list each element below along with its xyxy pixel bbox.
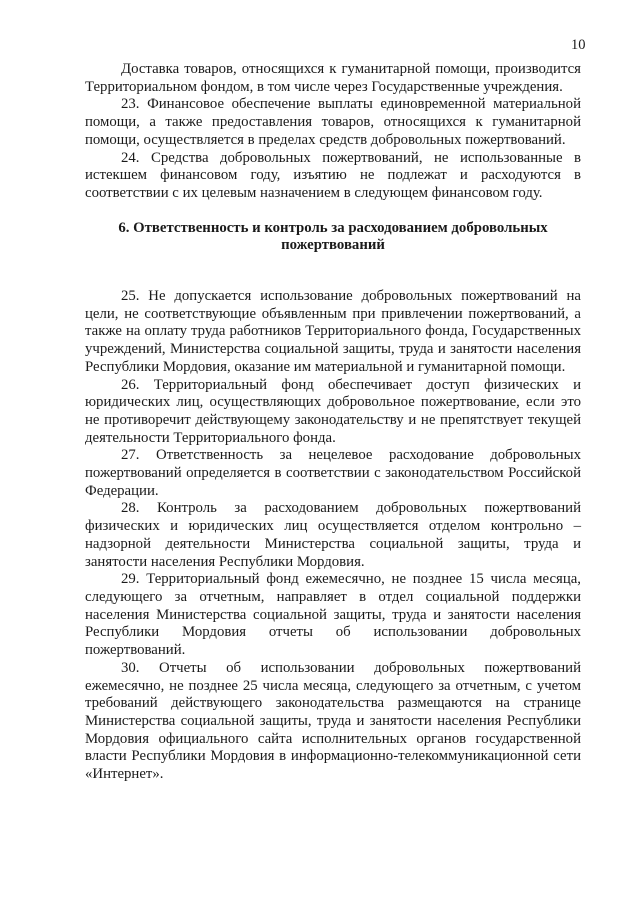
page-number: 10 [571,37,586,53]
paragraph-28: 28. Контроль за расходованием добровольных пожертвований физических и юридических лиц осуществляется отделом контрольно – надзорной деятельности Министерства социальной защиты, труда и занятости населения Республики Мордовия. [85,500,581,570]
section-heading: 6. Ответственность и контроль за расходованием добровольных пожертвований [118,219,548,254]
paragraph-29: 29. Территориальный фонд ежемесячно, не позднее 15 числа месяца, следующего за отчетным, направляет в отдел социальной поддержки населения Министерства социальной защиты, труда и занятости населения Республики Мордовия отчеты об использовании добровольных пожертвований. [85,571,581,659]
paragraph-26: 26. Территориальный фонд обеспечивает доступ физических и юридических лиц, осуществляющих добровольное пожертвование, если это не противоречит действующему законодательству и не препятствует текущей деятельности Территориального фонда. [85,376,581,446]
paragraph-23: 23. Финансовое обеспечение выплаты единовременной материальной помощи, а также предоставления товаров, относящихся к гуманитарной помощи, осуществляется в пределах средств добровольных пожертвований. [85,96,581,148]
paragraph-25: 25. Не допускается использование добровольных пожертвований на цели, не соответствующие объявленным при привлечении пожертвований, а также на оплату труда работников Территориального фонда, Государственных учреждений, Министерства социальной защиты, труда и занятости населения Республики Мордовия, оказание им материальной и гуманитарной помощи. [85,288,581,375]
paragraph-24: 24. Средства добровольных пожертвований, не использованные в истекшем финансовом году, изъятию не подлежат и расходуются в соответствии с их целевым назначением в следующем финансовом году. [85,149,581,201]
document-body [85,61,581,784]
paragraph-27: 27. Ответственность за нецелевое расходование добровольных пожертвований определяется в соответствии с законодательством Российской Федерации. [85,447,581,499]
paragraph-30: 30. Отчеты об использовании добровольных пожертвований ежемесячно, не позднее 25 числа месяца, следующего за отчетным, с учетом требований действующего законодательства размещаются на странице Министерства социальной защиты, труда и занятости населения Республики Мордовия официального сайта исполнительных органов государственной власти Республики Мордовия в информационно-телекоммуникационной сети «Интернет». [85,659,581,783]
paragraph-delivery: Доставка товаров, относящихся к гуманитарной помощи, производится Территориальном фондом, в том числе через Государственные учреждения. [85,61,581,95]
